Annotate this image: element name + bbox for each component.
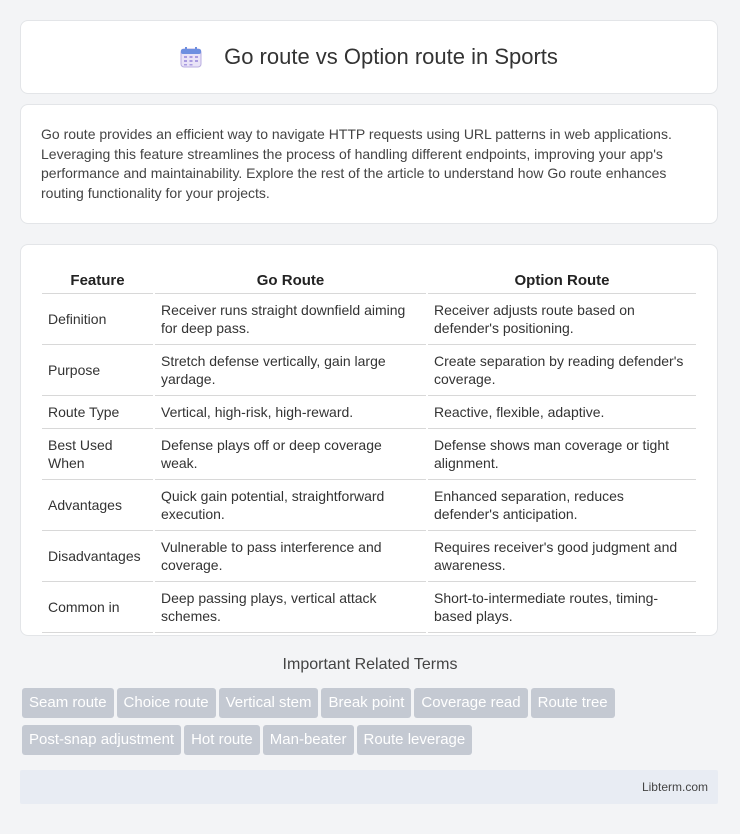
row-option-route: Short-to-intermediate routes, timing-based plays. <box>428 582 696 633</box>
row-go-route: Quick gain potential, straightforward execution. <box>155 480 426 531</box>
related-term-tag[interactable]: Coverage read <box>414 688 527 718</box>
row-feature: Purpose <box>42 345 153 396</box>
related-term-tag[interactable]: Route leverage <box>357 725 473 755</box>
row-option-route: Enhanced separation, reduces defender's anticipation. <box>428 480 696 531</box>
comparison-table-card <box>20 244 718 636</box>
row-go-route: Stretch defense vertically, gain large yardage. <box>155 345 426 396</box>
row-go-route: Vertical, high-risk, high-reward. <box>155 396 426 429</box>
footer-site-link[interactable]: Libterm.com <box>641 780 708 794</box>
related-terms-title: Important Related Terms <box>282 656 458 673</box>
related-term-tag[interactable]: Hot route <box>184 725 260 755</box>
calendar-icon <box>180 46 202 68</box>
table-row <box>42 429 696 480</box>
row-feature: Definition <box>42 294 153 345</box>
row-feature: Disadvantages <box>42 531 153 582</box>
row-feature: Common in <box>42 582 153 633</box>
related-term-tag[interactable]: Choice route <box>117 688 216 718</box>
related-term-tag[interactable]: Man-beater <box>263 725 354 755</box>
footer <box>20 770 718 804</box>
comparison-table <box>40 265 698 633</box>
row-option-route: Create separation by reading defender's coverage. <box>428 345 696 396</box>
intro-text: Go route provides an efficient way to navigate HTTP requests using URL patterns in web applications. Leveraging this feature streamlines the process of handling different endpoints, improving your app's performance and maintainability. Explore the rest of the article to understand how Go route enhances routing functionality for your projects. <box>41 126 672 201</box>
table-row <box>42 345 696 396</box>
column-header-feature: Feature <box>42 265 153 294</box>
row-go-route: Vulnerable to pass interference and coverage. <box>155 531 426 582</box>
related-term-tag[interactable]: Break point <box>321 688 411 718</box>
intro-card <box>20 104 718 224</box>
row-option-route: Receiver adjusts route based on defender's positioning. <box>428 294 696 345</box>
table-row <box>42 582 696 633</box>
row-feature: Best Used When <box>42 429 153 480</box>
column-header-option-route: Option Route <box>428 265 696 294</box>
page-title: Go route vs Option route in Sports <box>224 44 558 69</box>
column-header-go-route: Go Route <box>155 265 426 294</box>
related-term-tag[interactable]: Post-snap adjustment <box>22 725 181 755</box>
row-feature: Advantages <box>42 480 153 531</box>
table-row <box>42 531 696 582</box>
related-term-tag[interactable]: Seam route <box>22 688 114 718</box>
header-card <box>20 20 718 94</box>
row-option-route: Reactive, flexible, adaptive. <box>428 396 696 429</box>
row-feature: Route Type <box>42 396 153 429</box>
table-header-row <box>42 265 696 294</box>
table-row <box>42 480 696 531</box>
table-row <box>42 396 696 429</box>
row-go-route: Deep passing plays, vertical attack schemes. <box>155 582 426 633</box>
row-option-route: Defense shows man coverage or tight alignment. <box>428 429 696 480</box>
table-row <box>42 294 696 345</box>
related-term-tag[interactable]: Vertical stem <box>219 688 319 718</box>
row-go-route: Receiver runs straight downfield aiming for deep pass. <box>155 294 426 345</box>
row-option-route: Requires receiver's good judgment and awareness. <box>428 531 696 582</box>
related-terms-list <box>22 688 722 762</box>
related-term-tag[interactable]: Route tree <box>531 688 615 718</box>
row-go-route: Defense plays off or deep coverage weak. <box>155 429 426 480</box>
